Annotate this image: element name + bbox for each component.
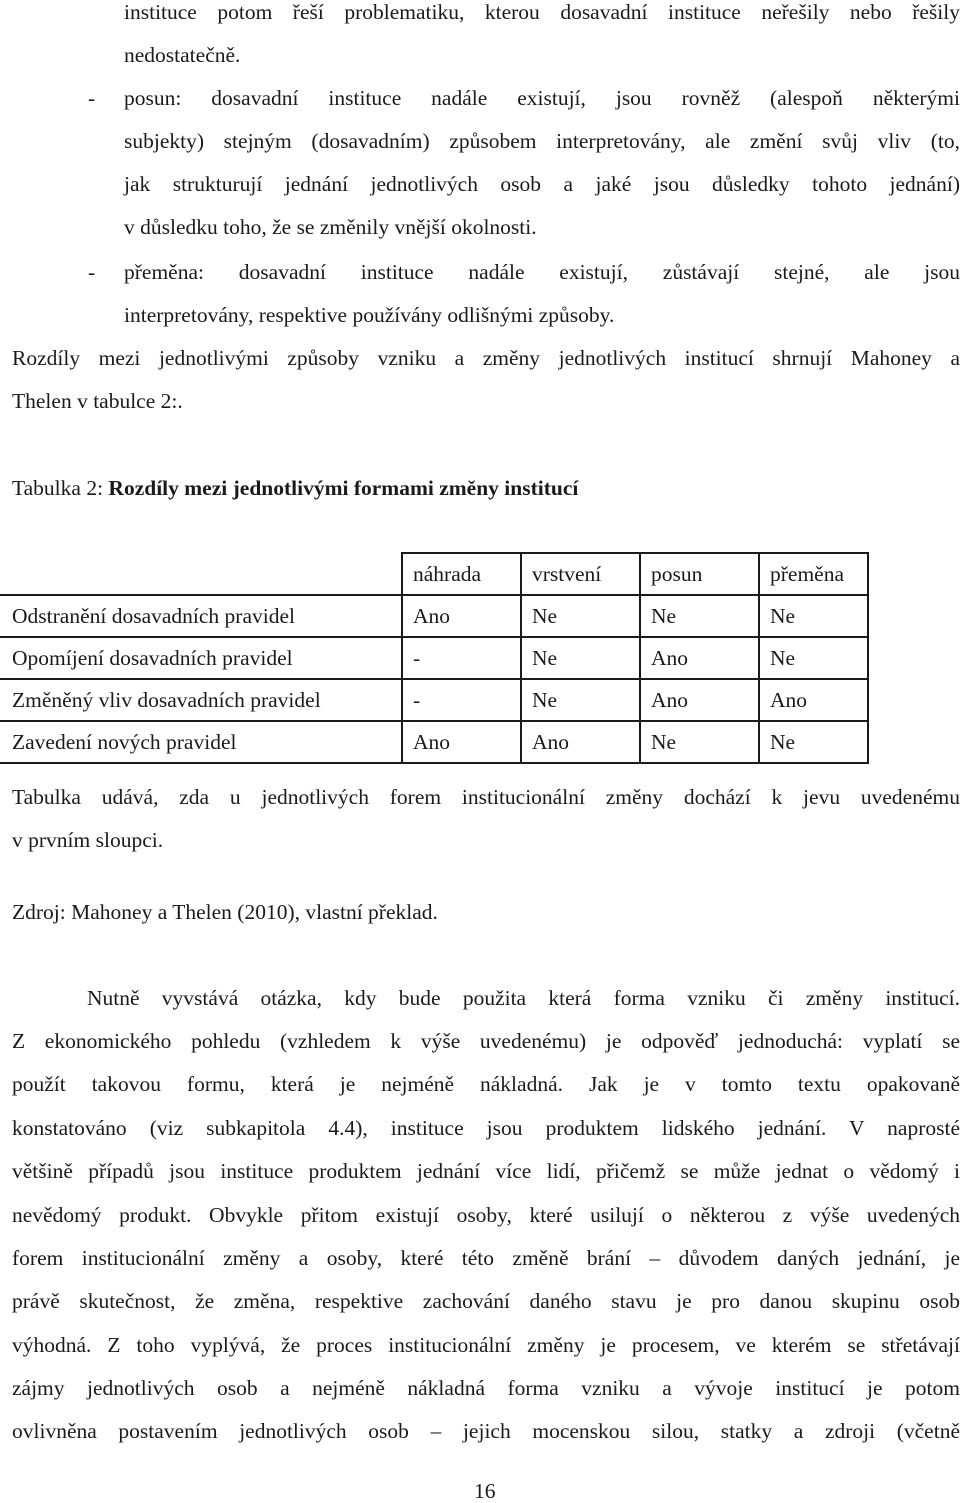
bullet-dash: -: [88, 260, 96, 284]
paragraph-line: Rozdíly mezi jednotlivými způsoby vzniku a změny jednotlivých institucí shrnují Mahoney a: [12, 346, 960, 370]
table-caption: [12, 478, 578, 500]
table-row: [0, 637, 868, 679]
table-source: Zdroj: Mahoney a Thelen (2010), vlastní překlad.: [12, 900, 438, 924]
paragraph-line: ovlivněna postavením jednotlivých osob – jejich mocenskou silou, statky a zdroji (včetně: [12, 1419, 960, 1443]
row-label: Odstranění dosavadních pravidel: [0, 595, 402, 637]
row-label: Zavedení nových pravidel: [0, 721, 402, 763]
table-cell: Ne: [759, 595, 868, 637]
table-cell: Ano: [640, 637, 759, 679]
table-cell: Ano: [402, 595, 521, 637]
paragraph-line: nedostatečně.: [124, 43, 241, 67]
paragraph-line: forem institucionální změny a osoby, které této změně brání – důvodem daných jednání, je: [12, 1246, 960, 1270]
table-row: [0, 679, 868, 721]
table-cell: Ano: [402, 721, 521, 763]
table-cell: -: [402, 637, 521, 679]
paragraph-line: nevědomý produkt. Obvykle přitom existují osoby, které usilují o některou z výše uvedených: [12, 1203, 960, 1227]
table-cell: Ne: [521, 637, 640, 679]
bullet-line: subjekty) stejným (dosavadním) způsobem interpretovány, ale změní svůj vliv (to,: [124, 129, 960, 153]
bullet-line: v důsledku toho, že se změnily vnější okolnosti.: [124, 215, 537, 239]
table-cell: Ne: [640, 595, 759, 637]
bullet-line: jak strukturují jednání jednotlivých osob a jaké jsou důsledky tohoto jednání): [124, 172, 960, 196]
paragraph-line: právě skutečnost, že změna, respektive zachování daného stavu je pro danou skupinu osob: [12, 1289, 960, 1313]
table-cell: Ne: [521, 595, 640, 637]
paragraph-line: Z ekonomického pohledu (vzhledem k výše uvedenému) je odpověď jednoduchá: vyplatí se: [12, 1029, 960, 1053]
bullet-dash: -: [88, 86, 96, 110]
paragraph-line: použít takovou formu, která je nejméně nákladná. Jak je v tomto textu opakovaně: [12, 1072, 960, 1096]
row-label: Opomíjení dosavadních pravidel: [0, 637, 402, 679]
table-row: [0, 721, 868, 763]
table-cell: Ne: [521, 679, 640, 721]
paragraph-line: Thelen v tabulce 2:.: [12, 389, 183, 413]
paragraph-line: většině případů jsou instituce produktem jednání více lidí, přičemž se může jednat o vědomý i: [12, 1159, 960, 1183]
paragraph-line: instituce potom řeší problematiku, kterou dosavadní instituce neřešily nebo řešily: [124, 0, 960, 24]
paragraph-line: Nutně vyvstává otázka, kdy bude použita která forma vzniku či změny institucí.: [87, 986, 960, 1010]
page-number: 16: [474, 1479, 496, 1503]
paragraph-line: konstatováno (viz subkapitola 4.4), instituce jsou produktem lidského jednání. V naprosté: [12, 1116, 960, 1140]
header-cell: náhrada: [402, 553, 521, 595]
table-cell: Ano: [521, 721, 640, 763]
table-cell: -: [402, 679, 521, 721]
bullet-line: interpretovány, respektive používány odlišnými způsoby.: [124, 303, 615, 327]
table-cell: Ano: [640, 679, 759, 721]
table-row: [0, 595, 868, 637]
comparison-table: [0, 552, 869, 764]
paragraph-line: výhodná. Z toho vyplývá, že proces institucionální změny je procesem, ve kterém se střetávají: [12, 1333, 960, 1357]
row-label: Změněný vliv dosavadních pravidel: [0, 679, 402, 721]
table-cell: Ne: [640, 721, 759, 763]
table-cell: Ne: [759, 637, 868, 679]
table-cell: Ano: [759, 679, 868, 721]
caption-prefix: Tabulka 2:: [12, 476, 109, 500]
bullet-line: přeměna: dosavadní instituce nadále existují, zůstávají stejné, ale jsou: [124, 260, 960, 284]
header-cell: přeměna: [759, 553, 868, 595]
header-cell: posun: [640, 553, 759, 595]
paragraph-line: zájmy jednotlivých osob a nejméně nákladná forma vzniku a vývoje institucí je potom: [12, 1376, 960, 1400]
table-header-row: [0, 553, 868, 595]
table-cell: Ne: [759, 721, 868, 763]
header-cell: vrstvení: [521, 553, 640, 595]
bullet-line: posun: dosavadní instituce nadále existují, jsou rovněž (alespoň některými: [124, 86, 960, 110]
table-note-line: Tabulka udává, zda u jednotlivých forem institucionální změny dochází k jevu uvedenému: [12, 785, 960, 809]
table-note-line: v prvním sloupci.: [12, 828, 164, 852]
header-cell-empty: [0, 553, 402, 595]
caption-title: Rozdíly mezi jednotlivými formami změny institucí: [108, 476, 579, 500]
